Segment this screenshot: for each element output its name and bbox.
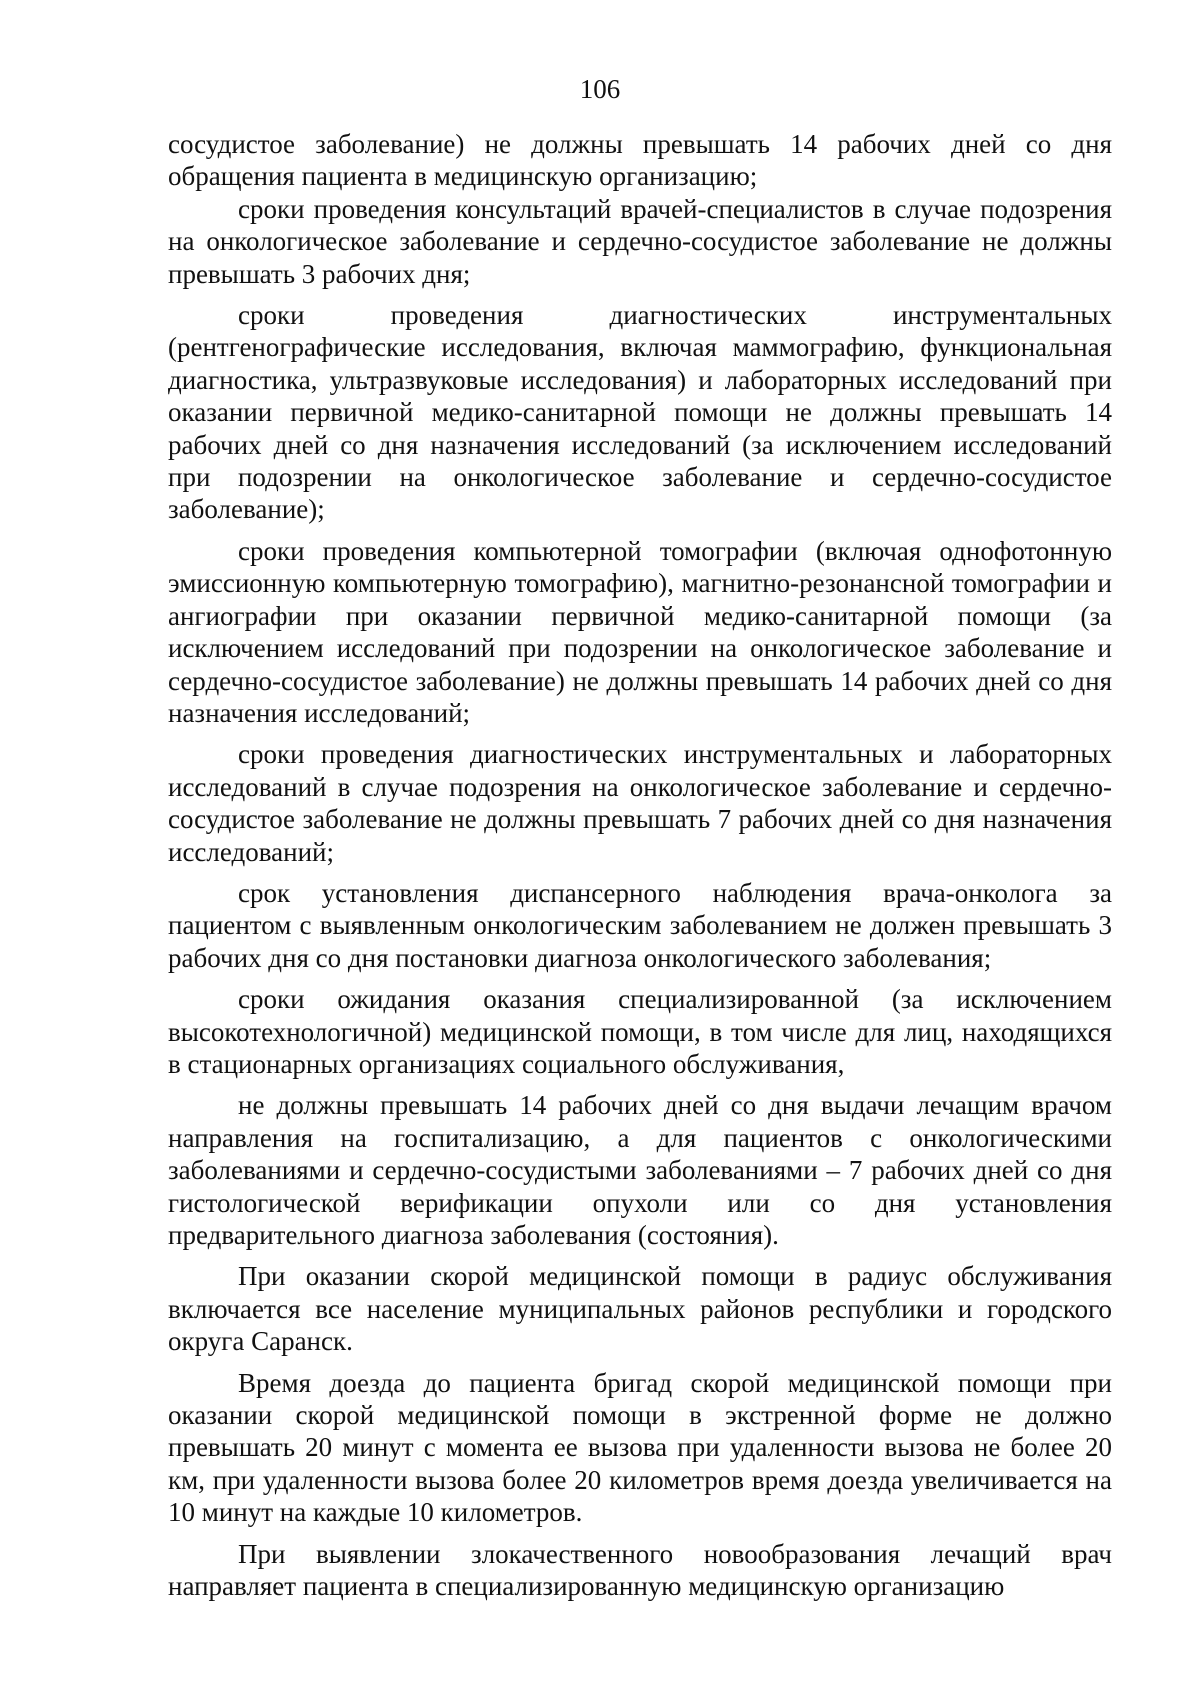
- paragraph-diagnostics: сроки проведения диагностических инструментальных (рентгенографические исследования, включая маммографию, функциональная диагностика, ультразвуковые исследования) и лабораторных исследований при оказании первичной медико-санитарной помощи не должны превышать 14 рабочих дней со дня назначения исследований (за исключением исследований при подозрении на онкологическое заболевание и сердечно-сосудистое заболевание);: [168, 300, 1112, 525]
- paragraph-waiting-limits: не должны превышать 14 рабочих дней со дня выдачи лечащим врачом направления на госпитализацию, а для пациентов с онкологическими заболеваниями и сердечно-сосудистыми заболеваниями – 7 рабочих дней со дня гистологической верификации опухоли или со дня установления предварительного диагноза заболевания (состояния).: [168, 1090, 1112, 1250]
- paragraph-continuation: сосудистое заболевание) не должны превышать 14 рабочих дней со дня обращения пациента в медицинскую организацию;: [168, 129, 1112, 192]
- paragraph-arrival-time: Время доезда до пациента бригад скорой медицинской помощи при оказании скорой медицинской помощи в экстренной форме не должно превышать 20 минут с момента ее вызова при удаленности вызова не более 20 км, при удаленности вызова более 20 километров время доезда увеличивается на 10 минут на каждые 10 километров.: [168, 1367, 1112, 1528]
- page-number: 106: [579, 74, 621, 104]
- paragraph-dispensary-observation: срок установления диспансерного наблюдения врача-онколога за пациентом с выявленным онкологическим заболеванием не должен превышать 3 рабочих дня со дня постановки диагноза онкологического заболевания;: [168, 877, 1112, 973]
- paragraph-emergency-radius: При оказании скорой медицинской помощи в радиус обслуживания включается все население муниципальных районов республики и городского округа Саранск.: [168, 1261, 1112, 1357]
- paragraph-oncology-diagnostics: сроки проведения диагностических инструментальных и лабораторных исследований в случае подозрения на онкологическое заболевание и сердечно-сосудистое заболевание не должны превышать 7 рабочих дней со дня назначения исследований;: [168, 739, 1112, 867]
- body-text: [168, 128, 1112, 1602]
- paragraph-tomography: сроки проведения компьютерной томографии (включая однофотонную эмиссионную компьютерную томографию), магнитно-резонансной томографии и ангиографии при оказании первичной медико-санитарной помощи (за исключением исследований при подозрении на онкологическое заболевание и сердечно-сосудистое заболевание) не должны превышать 14 рабочих дней со дня назначения исследований;: [168, 535, 1112, 728]
- paragraph-consultations: сроки проведения консультаций врачей-специалистов в случае подозрения на онкологическое заболевание и сердечно-сосудистое заболевание не должны превышать 3 рабочих дня;: [168, 193, 1112, 289]
- paragraph-specialized-care: сроки ожидания оказания специализированной (за исключением высокотехнологичной) медицинской помощи, в том числе для лиц, находящихся в стационарных организациях социального обслуживания,: [168, 984, 1112, 1079]
- paragraph-malignancy-referral: При выявлении злокачественного новообразования лечащий врач направляет пациента в специализированную медицинскую организацию: [168, 1538, 1112, 1602]
